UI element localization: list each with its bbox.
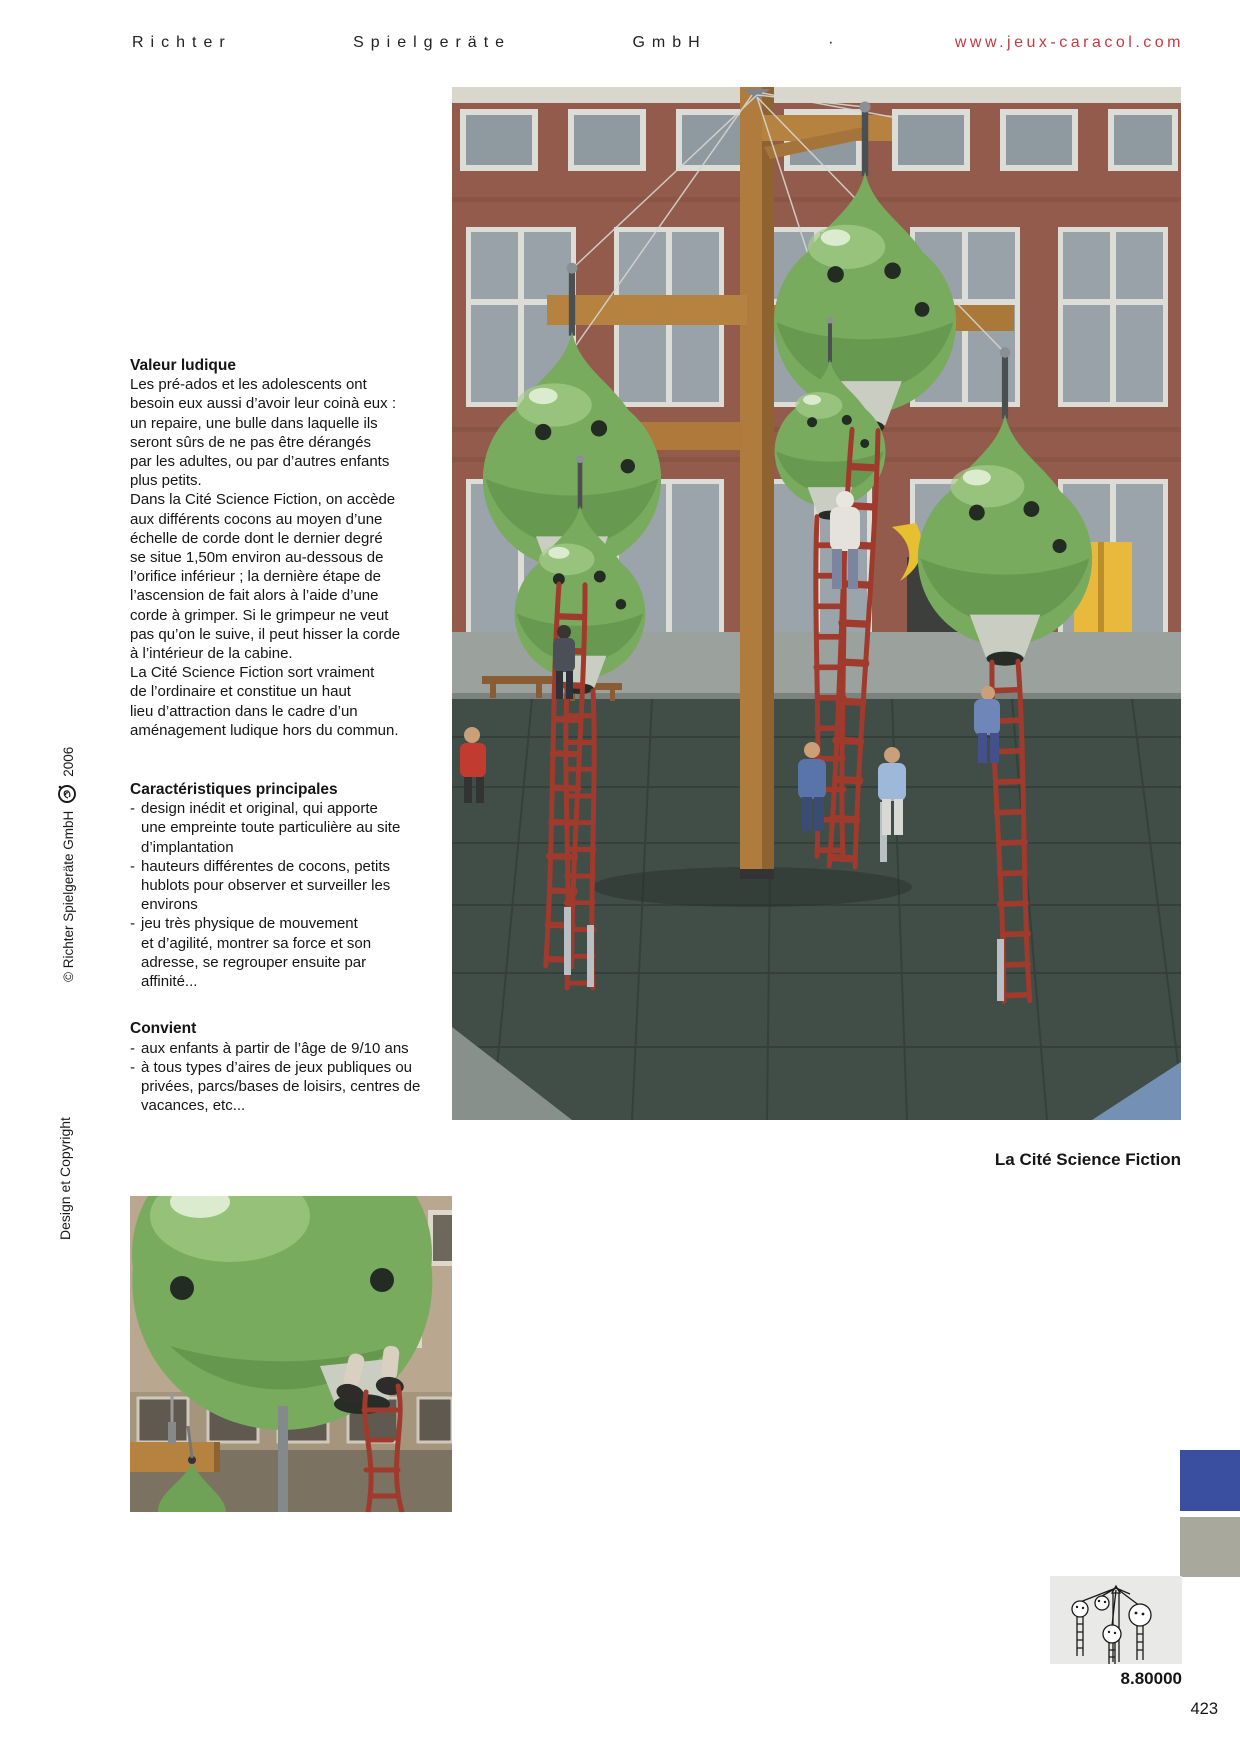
bullet-lines <box>141 1039 409 1058</box>
richter-seal-icon <box>57 784 80 804</box>
bullet-item <box>130 857 468 915</box>
product-diagram-icon <box>1050 1576 1182 1664</box>
bullet-item <box>130 1058 468 1116</box>
text-line: aménagement ludique hors du commun. <box>130 721 399 739</box>
text-line: l’ascension de fait alors à l’aide d’une <box>130 587 379 605</box>
text-line: Dans la Cité Science Fiction, on accède <box>130 491 396 509</box>
text-line: affinité... <box>141 973 198 991</box>
bullet-lines <box>141 857 390 915</box>
text-line: vacances, etc... <box>141 1097 246 1115</box>
text-line: lieu d’attraction dans le cadre d’un <box>130 702 358 720</box>
brand-word: Richter <box>132 34 232 51</box>
text-line: aux enfants à partir de l’âge de 9/10 ans <box>141 1039 409 1057</box>
text-line: et d’agilité, montrer sa force et son <box>141 934 372 952</box>
text-line: se situe 1,50m environ au-dessous de <box>130 549 384 567</box>
bullet-lines <box>141 799 400 857</box>
text-line: Les pré-ados et les adolescents ont <box>130 376 367 394</box>
text-line: échelle de corde dont le dernier degré <box>130 529 383 547</box>
vertical-copyright <box>57 747 80 982</box>
text-line: à l’intérieur de la cabine. <box>130 645 293 663</box>
brand-word: Spielgeräte <box>353 34 512 51</box>
text-line: environs <box>141 896 198 914</box>
page-header <box>132 34 1184 52</box>
copyright-text: © Richter Spielgeräte GmbH <box>61 810 76 982</box>
bullet-lines <box>141 1058 420 1116</box>
text-line: de l’ordinaire et constitue un haut <box>130 683 351 701</box>
text-line: adresse, se regrouper ensuite par <box>141 953 367 971</box>
text-line: jeu très physique de mouvement <box>141 915 358 933</box>
text-line: une empreinte toute particulière au site <box>141 819 401 837</box>
main-product-photo <box>452 87 1181 1120</box>
bullet-dash: - <box>130 915 135 933</box>
product-code: 8.80000 <box>1120 1669 1182 1688</box>
section-valeur-ludique <box>130 356 468 740</box>
section-caracteristiques <box>130 780 468 991</box>
bullet-item <box>130 914 468 991</box>
text-line: La Cité Science Fiction sort vraiment <box>130 664 375 682</box>
bullet-dash: - <box>130 1058 135 1076</box>
header-separator-dot: · <box>828 34 834 51</box>
text-line: pas qu’on le suive, il peut hisser la corde <box>130 625 401 643</box>
header-url: www.jeux-caracol.com <box>954 34 1184 51</box>
bullet-dash: - <box>130 857 135 875</box>
metal-pole <box>278 1406 288 1512</box>
index-gray-square <box>1180 1517 1240 1577</box>
section-heading: Valeur ludique <box>130 357 236 374</box>
text-line: un repaire, une bulle dans laquelle ils <box>130 414 378 432</box>
photo-caption: La Cité Science Fiction <box>994 1150 1181 1169</box>
text-line: besoin eux aussi d’avoir leur coinà eux : <box>130 395 396 413</box>
bullet-dash: - <box>130 1039 135 1057</box>
text-line: par les adultes, ou par d’autres enfants <box>130 453 390 471</box>
text-line: à tous types d’aires de jeux publiques ou <box>141 1058 413 1076</box>
text-line: seront sûrs de ne pas être dérangés <box>130 433 371 451</box>
text-line: plus petits. <box>130 472 202 490</box>
text-line: hublots pour observer et surveiller les <box>141 877 391 895</box>
section-heading: Caractéristiques principales <box>130 781 338 799</box>
brand-word: GmbH <box>632 34 707 51</box>
text-line: hauteurs différentes de cocons, petits <box>141 857 391 875</box>
section-convient <box>130 1019 468 1115</box>
text-line: design inédit et original, qui apporte <box>141 800 378 818</box>
page-number: 423 <box>1190 1700 1218 1718</box>
text-line: aux différents cocons au moyen d’une <box>130 510 383 528</box>
index-blue-square <box>1180 1450 1240 1511</box>
detail-photo <box>130 1196 452 1512</box>
bullet-dash: - <box>130 800 135 818</box>
article-column <box>130 356 468 1115</box>
product-diagram-box <box>1050 1576 1182 1664</box>
vertical-design-copyright: Design et Copyright <box>57 1117 73 1240</box>
text-line: corde à grimper. Si le grimpeur ne veut <box>130 606 389 624</box>
copyright-year: 2006 <box>61 746 76 777</box>
bullet-item <box>130 799 468 857</box>
text-line: d’implantation <box>141 838 234 856</box>
text-line: privées, parcs/bases de loisirs, centres de <box>141 1077 421 1095</box>
bullet-lines <box>141 914 371 991</box>
section-heading: Convient <box>130 1020 197 1038</box>
text-line: l’orifice inférieur ; la dernière étape de <box>130 568 381 586</box>
bullet-item <box>130 1039 468 1058</box>
